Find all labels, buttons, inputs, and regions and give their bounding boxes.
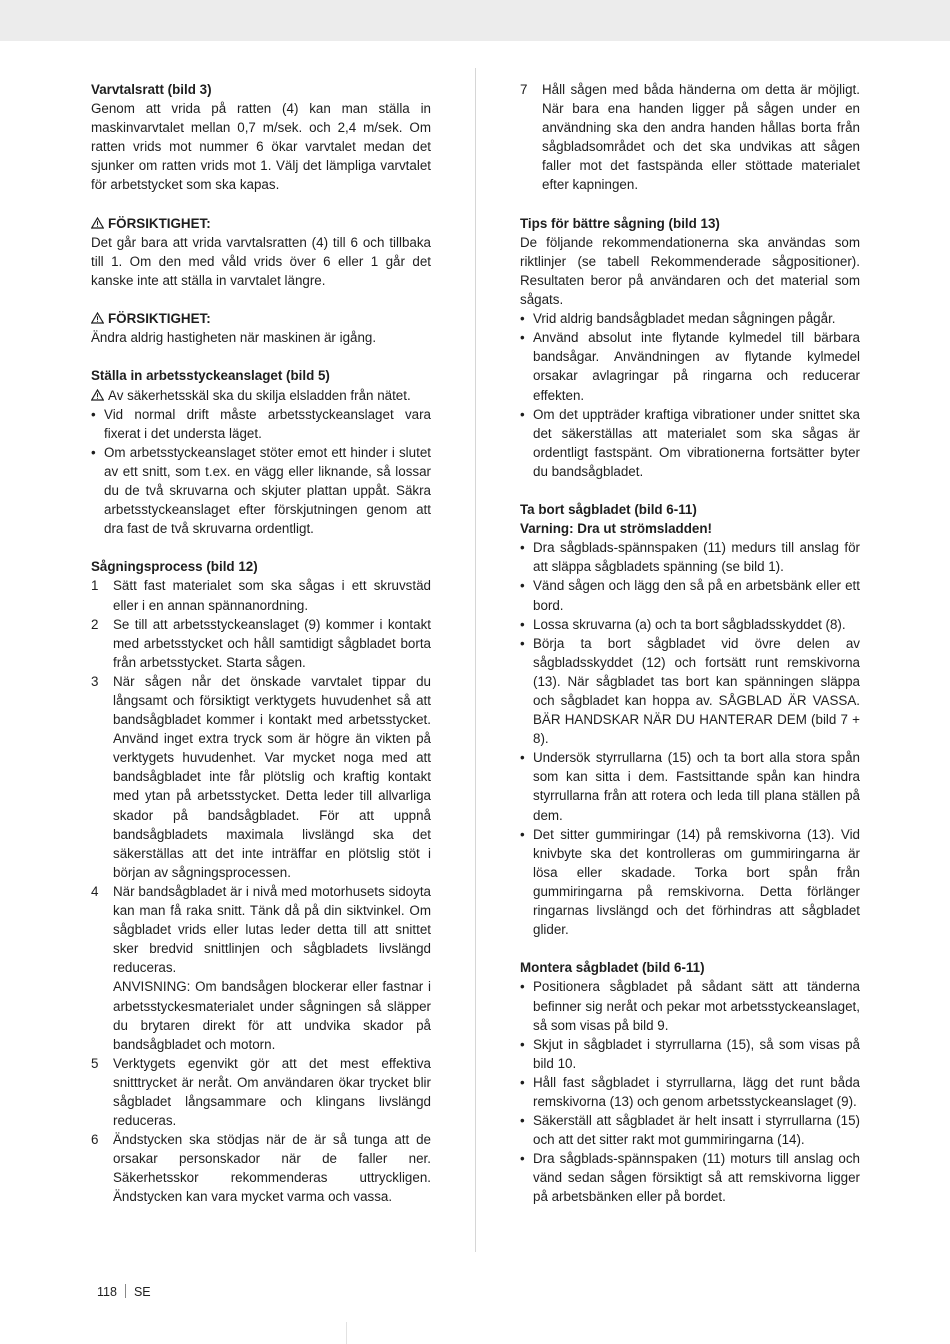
bullet: • — [520, 616, 525, 632]
list-item — [91, 1054, 431, 1130]
list-item — [520, 1149, 860, 1206]
bullet: • — [520, 540, 525, 556]
list-item — [520, 1035, 860, 1073]
list-item-text: Se till att arbetsstyckeanslaget (9) kommer i kontakt med arbetsstycket och håll samtidigt sågbladet borta från arbetsstycket. Starta sågen. — [113, 616, 431, 670]
list-item — [91, 405, 431, 443]
bullet: • — [520, 635, 525, 651]
footer-divider — [125, 1284, 126, 1298]
paragraph: Det går bara att vrida varvtalsratten (4) till 6 och tillbaka till 1. Om den med våld vrids över 6 eller 1 går det kanske inte att ställa in varvtalet längre. — [91, 234, 431, 288]
list-item — [91, 576, 431, 614]
crop-mark — [346, 1322, 347, 1344]
list-item — [520, 748, 860, 824]
list-item — [520, 309, 860, 328]
bullet-list — [520, 309, 860, 481]
list-item — [520, 538, 860, 576]
section-sagningsprocess — [91, 557, 431, 1206]
section-heading: Tips för bättre sågning (bild 13) — [520, 215, 720, 231]
section-tips — [520, 214, 860, 481]
list-item-text: Dra sågblads-spännspaken (11) medurs till anslag för att släppa sågbladets spänning (se bild 1). — [533, 540, 860, 575]
list-item — [520, 405, 860, 481]
caution-heading — [91, 309, 431, 328]
list-item-text: När sågen når det önskade varvtalet tippar du långsamt och försiktigt verktygets huvudenhet så att bandsågbladet kommer i kontakt med arbetsstycket. Använd inget extra tryck som är högre än vikten på verktygets huvudenhet. Var mycket noga med att bandsågbladet inte får plötslig och kraftig kontakt med ytan på arbetsstycket. Detta leder till allvarliga skador på bandsågbladet. För att uppnå bandsågbladets maximala livslängd ska det säkerställas att det inte inträffar en plötslig stöt i början av sågningsprocessen. — [113, 673, 431, 880]
bullet: • — [91, 444, 96, 460]
list-item-text: Använd absolut inte flytande kylmedel till bärbara bandsågar. Användningen av flytande kylmedel orsakar avlagringar på ringarna och reducerar effekten. — [533, 330, 860, 403]
caution-heading — [91, 214, 431, 233]
list-item-text: Vänd sågen och lägg den så på en arbetsbänk eller ett bord. — [533, 578, 860, 613]
bullet: • — [520, 330, 525, 346]
section-heading: Ställa in arbetsstyckeanslaget (bild 5) — [91, 368, 330, 384]
bullet: • — [520, 1151, 525, 1167]
list-item-text: Positionera sågbladet på sådant sätt att tänderna befinner sig neråt och pekar mot arbetsstyckeanslaget, så som visas på bild 9. — [533, 979, 860, 1033]
bullet: • — [520, 750, 525, 766]
list-item — [520, 825, 860, 940]
list-item-text: Skjut in sågbladet i styrrullarna (15), så som visas på bild 10. — [533, 1036, 860, 1071]
page-footer — [97, 1284, 151, 1299]
list-item — [520, 576, 860, 614]
list-item-text: Om det uppträder kraftiga vibrationer under snittet ska det säkerställas att materialet som ska sågas är ordentligt fastspänt. Om vibrationerna fortsätter byter du bandsågbladet. — [533, 406, 860, 479]
list-item — [91, 615, 431, 672]
list-item — [520, 80, 860, 195]
language-code: SE — [133, 1285, 151, 1299]
caution-block — [91, 309, 431, 347]
item-number: 7 — [520, 82, 528, 97]
list-item-text: När bandsågbladet är i nivå med motorhusets sidoyta kan man få raka snitt. Tänk då på din siktvinkel. Om sågbladet vrids eller lutas leder detta till att snittet sker bredvid snittlinjen och sågbladets livslängd reduceras. — [113, 883, 431, 976]
bullet: • — [520, 311, 525, 327]
caution-label: FÖRSIKTIGHET: — [108, 311, 211, 327]
list-item — [91, 672, 431, 882]
column-divider — [475, 68, 476, 1252]
bullet-list — [520, 538, 860, 939]
bullet: • — [91, 406, 96, 422]
caution-block — [91, 214, 431, 290]
section-arbetsstyckeanslag — [91, 366, 431, 538]
list-item-text: Dra sågblads-spännspaken (11) moturs till anslag och vänd sedan sågen försiktigt så att remskivorna ligger på arbetsbänken eller på bordet. — [533, 1151, 860, 1205]
list-item — [520, 615, 860, 634]
page-number: 118 — [97, 1285, 117, 1299]
list-item-text: Om arbetsstyckeanslaget stöter emot ett hinder i slutet av ett snitt, som t.ex. en vägg eller liknande, så lossar du de två skruvarna och skjuter plattan uppåt. Säkra arbetsstyckeanslaget efter förskjutningen genom att dra fast de två skruvarna ordentligt. — [104, 444, 431, 537]
item-number: 1 — [91, 578, 99, 594]
warning-triangle-icon — [91, 386, 105, 405]
warning-triangle-icon — [91, 214, 105, 233]
warning-heading: Varning: Dra ut strömsladden! — [520, 521, 712, 537]
section-heading: Sågningsprocess (bild 12) — [91, 559, 258, 575]
section-ta-bort-sagbladet — [520, 500, 860, 939]
section-montera-sagbladet — [520, 958, 860, 1206]
list-item — [520, 1111, 860, 1149]
list-item — [520, 977, 860, 1034]
bullet: • — [520, 1036, 525, 1052]
section-heading: Varvtalsratt (bild 3) — [91, 82, 212, 97]
list-item-text: Verktygets egenvikt gör att det mest effektiva snitttrycket är neråt. Om användaren ökar trycket blir sågbladet långsammare och klingans livslängd reduceras. — [113, 1055, 431, 1129]
list-item-text: Det sitter gummiringar (14) på remskivorna (13). Vid knivbyte ska det kontrolleras om gummiringarna är lösa eller skadade. Torka bort spån från gummiringarna på remskivorna. Detta förlänger ringarnas livslängd och det förhindras att sågbladet glider. — [533, 826, 860, 938]
list-item-text: Vid normal drift måste arbetsstyckeanslaget vara fixerat i det understa läget. — [104, 406, 431, 441]
left-column — [91, 80, 431, 1226]
right-column — [520, 80, 860, 1226]
item-number: 3 — [91, 673, 99, 689]
list-item-text: Sätt fast materialet som ska sågas i ett skruvstäd eller i en annan spännanordning. — [113, 578, 431, 613]
item-number: 5 — [91, 1055, 99, 1071]
list-item-text: Håll sågen med båda händerna om detta är möjligt. När bara ena handen ligger på sågen under en användning ska den andra handen hållas borta från sågbladsområdet och det ska undvikas att sågen faller mot det fastspända eller stöttade materialet efter kapningen. — [542, 82, 860, 193]
section-heading: Montera sågbladet (bild 6-11) — [520, 960, 705, 976]
note-text: ANVISNING: Om bandsågen blockerar eller fastnar i arbetsstyckesmaterialet under sågningen så släpper du brytaren direkt för att undvika skador på bandsågbladet och motorn. — [113, 979, 431, 1052]
list-item-text: Ändstycken ska stödjas när de är så tunga att de orsakar personskador när de faller ner. Säkerhetsskor rekommenderas uttryckligen. Ändstycken kan vara mycket varma och vassa. — [113, 1132, 431, 1205]
list-item-text: Lossa skruvarna (a) och ta bort sågbladsskyddet (8). — [533, 616, 846, 632]
section-heading: Ta bort sågbladet (bild 6-11) — [520, 502, 697, 518]
list-item-text: Börja ta bort sågbladet vid övre delen av sågbladsskyddet (12) och fortsätt runt remskivorna (13). När sågbladet tas bort kan spänningen släppa och sågbladet kan hoppa av. SÅGBLAD ÄR VASSA. BÄR HANDSKAR NÄR DU HANTERAR DEM (bild 7 + 8). — [533, 635, 860, 747]
list-item-text: Håll fast sågbladet i styrrullarna, lägg det runt båda remskivorna (13) och genom arbetsstyckeanslaget (9). — [533, 1074, 860, 1109]
list-item — [520, 634, 860, 749]
warning-text: Av säkerhetsskäl ska du skilja elsladden från nätet. — [108, 387, 411, 403]
list-item — [91, 882, 431, 1054]
item-number: 2 — [91, 616, 99, 632]
caution-label: FÖRSIKTIGHET: — [108, 215, 211, 231]
list-item — [91, 1130, 431, 1206]
list-item-text: Vrid aldrig bandsågbladet medan sågningen pågår. — [533, 311, 836, 327]
list-item-text: Undersök styrrullarna (15) och ta bort alla stora spån som kan sitta i dem. Fastsittande spån kan hindra styrrullarna från att rotera och leda till plana ställen på dem. — [533, 750, 860, 823]
warning-line — [91, 386, 431, 405]
paragraph: Genom att vrida på ratten (4) kan man ställa in maskinvarvtalet mellan 0,7 m/sek. och 2,4 m/sek. Om ratten vrids mot nummer 6 ökar varvtalet medan det sjunker om ratten vrids mot 1. Välj det lämpliga varvtalet för arbetstycket som ska kapas. — [91, 101, 431, 193]
paragraph: Ändra aldrig hastigheten när maskinen är igång. — [91, 330, 377, 346]
list-item — [520, 1073, 860, 1111]
item-number: 6 — [91, 1132, 99, 1148]
list-item — [91, 443, 431, 538]
top-bar — [0, 0, 950, 41]
list-item-text: Säkerställ att sågbladet är helt insatt i styrrullarna (15) och att det sitter rakt mot gummiringarna (14). — [533, 1113, 860, 1148]
numbered-list — [520, 80, 860, 195]
bullet: • — [520, 578, 525, 594]
bullet-list — [520, 977, 860, 1206]
bullet: • — [520, 979, 525, 995]
warning-triangle-icon — [91, 309, 105, 328]
bullet: • — [520, 826, 525, 842]
bullet-list — [91, 405, 431, 539]
bullet: • — [520, 1113, 525, 1129]
continued-numbered-item — [520, 80, 860, 195]
section-varvtalsratt — [91, 80, 431, 195]
bullet: • — [520, 406, 525, 422]
item-number: 4 — [91, 883, 99, 899]
paragraph: De följande rekommendationerna ska användas som riktlinjer (se tabell Rekommenderade sågpositioner). Resultaten beror på användaren och det material som sågats. — [520, 234, 860, 308]
list-item — [520, 328, 860, 404]
bullet: • — [520, 1074, 525, 1090]
numbered-list — [91, 576, 431, 1206]
